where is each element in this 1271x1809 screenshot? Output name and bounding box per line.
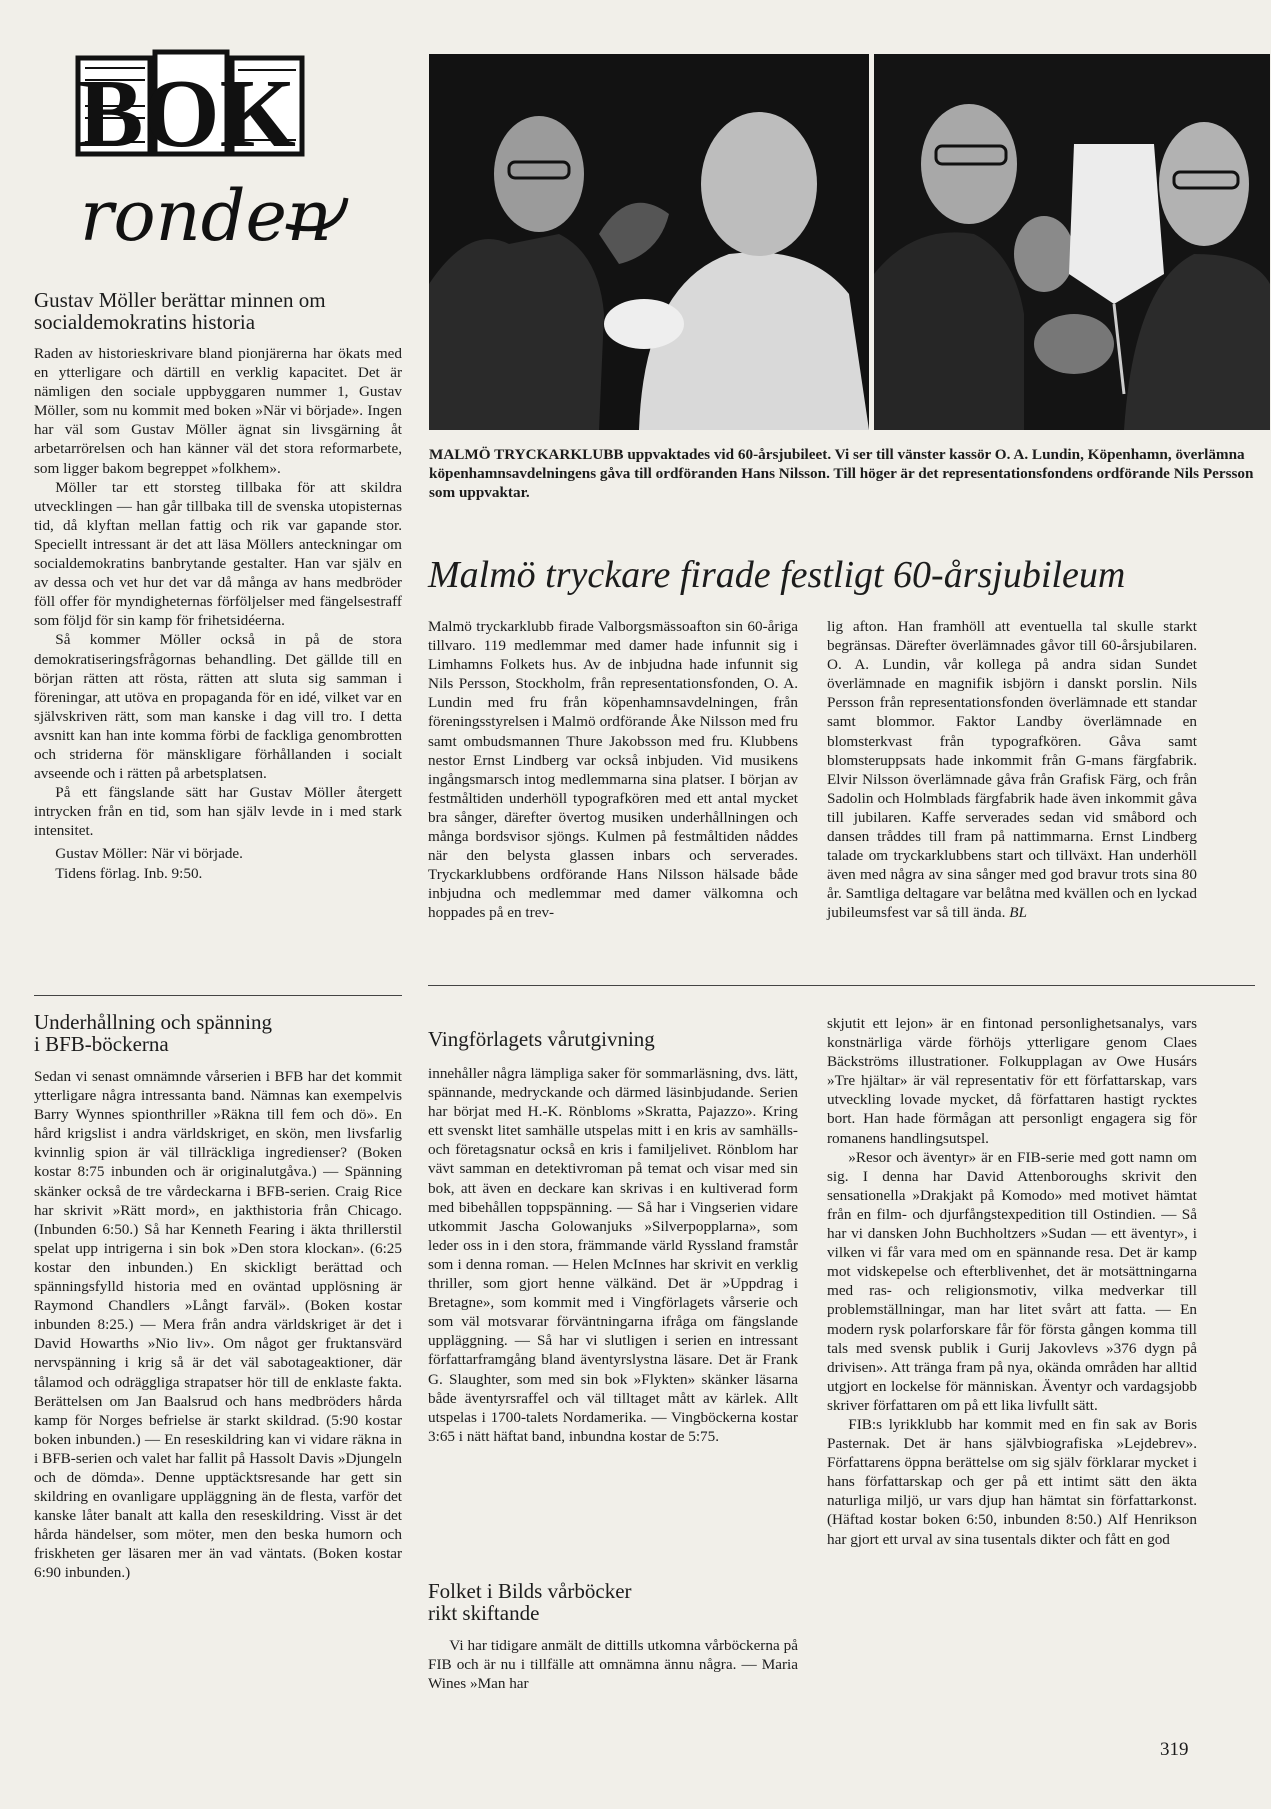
page-number: 319 [1160,1739,1189,1760]
photo-left [429,54,869,430]
bild-body [428,1636,798,1693]
col3-paragraph: skjutit ett lejon» är en fintonad personlighetsanalys, vars konstnärliga värde förhöjs ytterligare genom Claes Bäckströms illustrationer. Folkupplagan av Owe Husárs »Tre hjältar» är väl representativ för ett författarskap, vars utveckling lovade mycket, då författaren hastigt rycktes bort. Han hade förmågan att personligt engagera sig för romanens handlingsutspel. [827,1015,1197,1147]
bild-paragraph: Vi har tidigare anmält de dittills utkomna vårböckerna på FIB och är nu i tillfälle att omnämna ännu några. — Maria Wines »Man har [428,1637,798,1693]
malmo-col2 [827,617,1197,923]
logo-line2: ronden [80,175,333,257]
malmo-signature: BL [1009,904,1027,922]
ving-heading: Vingförlagets vårutgivning [428,1027,655,1051]
moller-heading: Gustav Möller berättar minnen om socialdemokratins historia [34,288,326,334]
bfb-heading: Underhållning och spänning i BFB-böckerna [34,1010,272,1056]
moller-body [34,344,402,883]
malmo-paragraph: lig afton. Han framhöll att eventuella tal skulle starkt begränsas. Därefter överlämnades gåvor till 60-årsjubilaren. O. A. Lundin, vår kollega på andra sidan Sundet överlämnade en magnifik isbjörn i danskt porslin. Nils Persson från representationsfonden överlämnade ett standar samt blommor. Faktor Landby överlämnade en blomsterkvast från typografkören. Gåva samt blomsteruppsats hade inkommit från G-mans färgfabrik. Elvir Nilsson överlämnade gåva från Grafisk Färg, och från Sadolin och Holmblads färgfabrik hade även inkommit gåva till jubilaren. Kaffe serverades sedan vid småbord och dansen tråddes till fram på nattimmarna. Ernst Lindberg talade om tryckarklubbens start och tillväxt. Han underhöll även med några av sina sånger med god bravur trots sina 80 år. Samtliga deltagare var belåtna med kvällen och en lyckad jubileumsfest var så till ända. [827,618,1197,922]
moller-book-ref: Gustav Möller: När vi började. [55,845,243,863]
bokronden-logo [60,48,360,273]
ving-body [428,1064,798,1446]
moller-paragraph: Raden av historieskrivare bland pionjärerna har ökats med en ytterligare och därtill en verklig kapacitet. Det är nämligen den sociale uppbyggaren nummer 1, Gustav Möller, som nu kommit med boken »När vi började». Ingen har väl som Gustav Möller ägnat sin livsgärning åt arbetarrörelsen och han känner väl det stora reformarbete, som ligger bakom begreppet »folkhem». [34,345,402,477]
bfb-body [34,1067,402,1583]
divider [34,995,402,996]
logo-graphic [60,48,360,273]
bild-heading: Folket i Bilds vårböcker rikt skiftande [428,1579,632,1625]
moller-paragraph: Så kommer Möller också in på de stora demokratiseringsfrågornas behandling. Det gällde till en början rätten att rösta, rätten att sluta sig samman i föreningar, att utöva en propaganda för en idé, vilket var en självskriven rätt, som man kanske i dag vill tro. I detta avsnitt kan han inte komma förbi de fackliga genombrotten och striderna för mänskligare förhållanden i socialt avseende och i rätten på arbetsplatsen. [34,631,402,783]
bild-article [428,1580,798,1624]
moller-book-price: Tidens förlag. Inb. 9:50. [55,864,203,882]
bfb-paragraph: Sedan vi senast omnämnde vårserien i BFB har det kommit ytterligare några intressanta band. Nämnas kan exempelvis Barry Wynnes spionthriller »Räkna till fem och dö». En hård krigslist i andra världskriget, en skön, men livsfarlig kvinnlig spion är väl tillräckliga ingredienser? (Boken kostar 8:75 inbunden och är originalutgåva.) — Spänning skänker också de tre vårdeckarna i BFB-serien. Craig Rice har skrivit »Rätt mord», en jakthistoria från Chicago. (Inbunden 6:50.) Så har Kenneth Fearing i äkta thrillerstil spelat upp intrigerna i sin bok »Den stora klockan». (6:25 kostar den inbunden.) En skickligt berättad och spänningsfylld historia med en oväntad upplösning är Raymond Chandlers »Långt farväl». (Boken kostar inbunden 8:25.) — Mera från andra världskriget är det i David Howarths »Nio liv». Om något ger fruktansvärd nervspänning i krig så är det väl sabotageaktioner, där tålamod och odräggliga strapatser hör till de enklaste fakta. Berättelsen om Jan Baalsrud och hans medbröders hårda kamp för Norges befrielse är starkt skildrad. (5:90 kostar boken inbunden.) — En reseskildring kan vi vidare räkna in i BFB-serien och valet har fallit på Hassolt Davis »Djungeln och de dömda». Denne upptäcktsresande har gett sin skildring en ovanligare uppläggning än de flesta, varför det kanske låter banalt att kalla den reseskildring. Visst är det hårda händelser, som möter, men den beska humorn och friskheten ger läsaren mer än vad väntats. (Boken kostar 6:90 inbunden.) [34,1068,402,1582]
malmo-title: Malmö tryckare firade festligt 60-årsjubileum [428,554,1126,596]
photo-caption: MALMÖ TRYCKARKLUBB uppvaktades vid 60-årsjubileet. Vi ser till vänster kassör O. A. Lundin, Köpenhamn, överlämna köpenhamnsavdelningens gåva till ordföranden Hans Nilsson. Till höger är det representationsfondens ordförande Nils Persson som uppvaktar. [429,446,1254,501]
divider [428,985,1255,986]
ving-article [428,1028,798,1050]
bfb-article [34,1011,404,1055]
moller-article [34,289,414,333]
photo-left-image [429,54,869,430]
malmo-col1 [428,617,798,923]
ving-paragraph: innehåller några lämpliga saker för sommarläsning, dvs. lätt, spännande, medryckande och därmed läsinbjudande. Serien har börjat med H.-K. Rönbloms »Skratta, Pajazzo». Kring ett svenskt litet samhälle utspelas mitt i en kris av samhälls- och företagsnatur också en kris i familjelivet. Rönblom har vävt samman en detektivroman på temat och visar med sin bok, att även en deckare kan skrivas i en kultiverad form med bibehållen toppspänning. — Så har i Vingserien vidare utkommit Jascha Golowanjuks »Silverpopplarna», som leder oss in i den stora, främmande värld Ryssland framstår som i denna roman. — Helen McInnes har skrivit en verklig thriller, som gjort henne välkänd. Det är »Uppdrag i Bretagne», som kommit med i Vingförlagets vårserie och som väl motsvarar förväntningarna ifråga om fängslande uppläggning. — Så har vi slutligen i serien en intressant författarframgång bland äventyrslystna läsare. Det är Frank G. Slaughter, som med sin bok »Flykten» skänker läsarna både äventyrsraffel och väl tilltaget mått av kärlek. Allt utspelas i 1700-talets Nordamerika. — Vingböckerna kostar 3:65 i nätt häftat band, inbundna kostar de 5:75. [428,1065,798,1445]
photo-right-image [874,54,1270,430]
malmo-paragraph: Malmö tryckarklubb firade Valborgsmässoafton sin 60-åriga tillvaro. 119 medlemmar med damer hade infunnit sig i Limhamns Folkets hus. Av de inbjudna hade infunnit sig Nils Persson, Stockholm, från representationsfonden, O. A. Lundin med fru från köpenhamnsavdelningen, från föreningsstyrelsen i Malmö ordförande Åke Nilsson med fru samt ombudsmannen Thure Jakobsson med fru. Klubbens nestor Ernst Lindberg var också inbjuden. Vid musikens ingångsmarsch intog medlemmarna sina platser. I början av festmåltiden underhöll typografkören med ett antal mycket bra sånger, därefter övertog musiken underhållningen och många bordsvisor sjöngs. Kulmen på festmåltiden nåddes när den belysta glassen inbars och serverades. Tryckarklubbens ordförande Hans Nilsson hälsade både inbjudna och medlemmar med damer välkomna och hoppades på en trev- [428,618,798,922]
moller-paragraph: På ett fängslande sätt har Gustav Möller återgett intrycken från en tid, som han själv levde in i med stark intensitet. [34,784,402,840]
logo-line1: BOK [78,60,296,168]
photo-right [874,54,1270,430]
col3-paragraph: FIB:s lyrikklubb har kommit med en fin sak av Boris Pasternak. Det är hans självbiografiska »Lejdebrev». Författarens öppna berättelse om sig själv förklarar mycket i hans författarskap och ger på ett intimt sätt den äkta naturliga miljö, ur vars djup han hämtat sin författarkonst. (Häftad kostar boken 6:50, inbunden 8:50.) Alf Henrikson har gjort ett urval av sina tusentals dikter och fått en god [827,1415,1197,1548]
col3-paragraph: »Resor och äventyr» är en FIB-serie med gott namn om sig. I denna har David Attenboroughs skrivit den sensationella »Drakjakt på Komodo» med motivet hämtat från en film- och djurfångstexpedition till Ostindien. — Så har vi dansken John Buchholtzers »Sudan — ett äventyr», i vilken vi får vara med om en spännande resa. Det är kamp mot vidskepelse och efterblivenhet, det är motsättningarna med ras- och religionsmotiv, vilka medverkar till problemställningar, man har litet svårt att fatta. — En modern rysk polarforskare får för första gången komma till tals med svensk publik i Gurij Jakovlevs »376 dygn på drivisen». Att tränga fram på nya, okända områden har alltid utgjort en lockelse för människan. Äventyr och vardagsjobb skriver författaren om på ett lika livfullt sätt. [827,1148,1197,1414]
col3-body [827,1014,1197,1549]
moller-paragraph: Möller tar ett storsteg tillbaka för att skildra utvecklingen — han går tillbaka till de svenska utopisternas tid, då klyftan mellan fattig och rik var gapande stor. Speciellt intressant är det att läsa Möllers anteckningar om socialdemokratins banbrytande gestalter. Han var själv en av dessa och vet hur det var då många av hans medbröder föll offer för myndigheternas förföljelser med fängelsestraff som följd för sin kamp för frihetsidéerna. [34,478,402,630]
